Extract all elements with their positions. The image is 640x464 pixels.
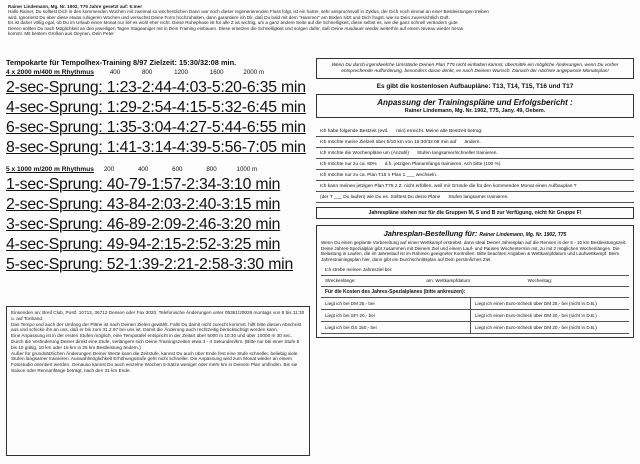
jumps-list-2: [6, 175, 314, 275]
set1-distance: 2000 m: [243, 69, 265, 76]
tempo-title: Tempokarte für Tempolhex-Training 8/97 Zielzeit: 15:30/32:08 min.: [6, 58, 237, 67]
notes-box: [6, 306, 310, 456]
row-label: Ich möchte die Wochenpläne um (Anzahl): [320, 150, 409, 156]
order-row-label: Wochentag:: [527, 278, 553, 284]
price-option: Liegt ich einen Euro-Scheck über DM 20,- bei (nicht in D.B.): [475, 324, 597, 330]
row-value: ändern.: [464, 139, 481, 145]
row-value: Stufen langsamer/schneller trainieren.: [416, 150, 498, 156]
set1-header: [6, 69, 314, 76]
form-row[interactable]: [316, 159, 634, 170]
form-row[interactable]: [316, 126, 634, 137]
header-line: Denen sollten Du nach Möglichkeit an den jeweiligen Tagen Stageaniger mit in Dein Training einbauen. Diese ersetzen die Schnelligkeit und sorgen dafür, daß Deine Ausdauer wieder weiterhin auf einem Niveau wieder heran: [8, 25, 464, 31]
set2-distance: 800: [206, 166, 217, 173]
order-row[interactable]: [321, 276, 629, 287]
jump-row: 4-sec-Sprung: 1:29-2:54-4:15-5:32-6:45 min: [6, 99, 306, 116]
order-text: Wenn Du einen geplante Vorbereitung auf einen Wettkampf erstrebst, dann Ideal Deiner Jahresplan auf die Rennen in der 5 - 10 km Bestleistungszeit. Deine Jahres-Spezialplan gibt zusammen mit Deinem Ziel und einem Lauf- und Pausen Wochentermin mit, zu mit 2 möglichen Wochenlängen. Die Belastung in Laufen, die im Jahreslauf ist im Rahmen geeigneter Kontrollen. Bitte beachten Angaben & Wettkampfdatum und Laufwettkampf. Beim Jahrestrainingsplan hier, dann gibt ein Durchschnittsplan auf Dein persönliches Ziel.: [321, 240, 627, 262]
header-line: Es ist daher völlig egal, ob Du im Urlaub einen Monat nur lief es wohl eher nicht. Diese Ruhephase ist für alle Z as wichtig, um a ganz andere Seite auf die Schnelligkeit, diese selbst es, wie die ganz schnell verändern gute.: [8, 20, 459, 26]
row-label: Ich habe folgende Bestzeit (evtl.: [320, 128, 389, 134]
adapt-title: Anpassung der Trainingspläne und Erfolgsbericht :: [377, 98, 573, 108]
form-row[interactable]: [316, 192, 634, 203]
row-value: d.h. jetzigen Planumfangs trainieren. Ach bitte (100 %): [384, 161, 501, 167]
order-row-label: am: Wettkampfdatum:: [426, 278, 472, 284]
price-option: Liegt ich einen Euro-Scheck über DM 25,- bei (nicht in D.B.): [475, 300, 597, 306]
jump-row: 8-sec-Sprung: 1:41-3:14-4:39-5:56-7:05 min: [6, 139, 306, 156]
row-label: Ich möchte meine Zielzeit über 5/10 km von 15:30/32:08 min auf: [320, 139, 457, 145]
header-line: Rainer Lindemann, Mg. Nr. 1902, T75 Jahre gesetzt auf: 6:mer: [8, 4, 143, 9]
order-form: [321, 265, 629, 287]
set1-distance: 1200: [174, 69, 188, 76]
tempo-card: [6, 58, 314, 275]
set1-label: 4 x 2000 m/400 m Rhythmus: [6, 69, 94, 76]
form-row[interactable]: [316, 148, 634, 159]
jump-row: 4-sec-Sprung: 49-94-2:15-2:52-3:25 min: [6, 236, 281, 253]
adapt-form: [316, 126, 634, 203]
jump-row: 6-sec-Sprung: 1:35-3:04-4:27-5:44-6:55 min: [6, 119, 306, 136]
header-line: Hallo Rainer, Du solltest Dich in den kommenden Wochen mit zweimal so wöchentlichen Dann war noch dieser regenerierenden Fluss folgt, ist ein harter, sehr anspruchsvoll in Zyklus, der Dich noch einmal an einer Bestleistungen treiben: [8, 9, 489, 15]
set2-label: 5 x 1000 m/200 m Rhythmus: [6, 166, 94, 173]
header-paragraph: [8, 4, 630, 36]
row-value: Stufen langsamer trainieren.: [448, 194, 509, 200]
row-label: Ich möchte nur zu ca. 80%: [320, 161, 377, 167]
notes-paragraph: Eine Anpassung ist in der ersten Stufen möglich, eine Tempotafel entspricht in der Zeitart über 5000 m 10:30 und über 10000 m 30 sec. Durch die Veränderung Deiner direkt eine Stufe, verlängern sich Deine Trainingszeiten etwa 3 - 4 Sekunden/km. (Bitte nur bei einer Stufe 5 bis 10 gültig, 10 km oder 16 km in 25 km Bestleistung ändern.): [11, 333, 300, 350]
price-row[interactable]: [321, 310, 629, 322]
header-line: wird. Ignorierst Du aber diese etwas ruhigeren Wochen und versuchst Deine Form hochzuhalten, dann garantiere ich Dir, daß Du bald mit dem "Hammer" am Boden sitzt und Dich fragst, wie so Dein zuversichtlich Duft.: [8, 14, 450, 20]
header-line: kommt. Mit bestem Grüßen aus Oeynen, Dein Peter: [8, 31, 114, 37]
plans-info: Es gibt die kostenlosen Aufbaupläne: T13, T14, T15, T16 und T17: [376, 83, 574, 91]
intro-box: Wenn Du durch irgendwelche Umstände Deinen Plan T75 nicht einhalten kannst, übermittle ein mögliche Änderungen, wenn Du vorher entsprechende Aufforderung, besonders daran denkt, es nach Deinem Wunsch. Danach der nächste angepasste Monatsplan!: [316, 58, 634, 79]
row-label: Ich kann meinen jetzigen Plan T75 z.Z. nicht erfüllen, weil mir Gründe die für den kommenden Monat einen Aufbauplan T: [320, 183, 577, 189]
set2-distance: 1000 m: [236, 166, 258, 173]
set1-distance: 800: [141, 69, 153, 76]
price-option: Liegt ich bei SFr 20,- bei: [321, 310, 471, 321]
order-title-text: Jahresplan-Bestellung für:: [383, 229, 478, 239]
row-value: min) erreicht. Meine alte Bestzeit betrug:: [396, 128, 483, 134]
adapt-subtitle: Rainer Lindemann, Mg. Nr. 1902, T75, Jany. 49, Oebem.: [404, 108, 546, 115]
set2-distance: 600: [172, 166, 183, 173]
jump-row: 1-sec-Sprung: 40-79-1:57-2:34-3:10 min: [6, 176, 281, 193]
order-title: [321, 229, 629, 238]
row-label: (der T ___ Du laufen) wie Du es. Solltest Du deine Pläne: [320, 194, 441, 200]
adapt-header-box: [316, 94, 634, 118]
jump-row: 5-sec-Sprung: 52-1:39-2:21-2:58-3:30 min: [6, 256, 294, 273]
set2-distance: 200: [103, 166, 115, 173]
price-row[interactable]: [321, 298, 629, 310]
jump-row: 3-sec-Sprung: 46-89-2:09-2:46-3:20 min: [6, 216, 281, 233]
jump-row: 2-sec-Sprung: 1:23-2:44-4:03-5:20-6:35 min: [6, 79, 306, 96]
price-option: Liegt ich bei DM 25,- bei: [321, 298, 471, 309]
jumps-list-1: [6, 78, 314, 158]
set1-distance: 1600: [209, 69, 224, 76]
price-option: Liegt ich bei ÖS 150,- bei: [321, 322, 471, 333]
form-row[interactable]: [316, 170, 634, 181]
right-column: [316, 58, 634, 338]
price-row[interactable]: [321, 322, 629, 334]
price-header: Für die Kosten des Jahres-Spezialplanes (bitte ankreuzen):: [321, 287, 629, 298]
order-row[interactable]: [321, 265, 629, 276]
order-row-label: Ich strebe meinen Jahresziel bei:: [325, 267, 393, 273]
notes-paragraph: Das Tempo und auch der Umfang der Pläne ist nach Deinen Zielen gewählt. Falls Du damit nicht zurecht kommst, hilft bitte diesen Abschnitt aus und schicke ihn an uns, daß er bis zum 31.2.97 bei uns ist. Damit die Änderung auch rechtzeitig berücksichtigt werden kann.: [11, 321, 302, 333]
form-row[interactable]: [316, 181, 634, 192]
notes-paragraph: Einsenden an: Breif Club, Postf. 10713, 36712 Dessen oder Fax 3020. Telefonische Änderungen unter 05361/20026 montags von 8 bis 11:30 u. auf Tonband.: [11, 310, 305, 321]
order-title-name: Rainer Lindemann, Mg. Nr. 1902, T75: [479, 232, 567, 239]
notes-paragraph: Außer für grundsätzlichen Änderungen Deiner Werte kann die Zeitstufe, kannst Du auch über Ende fest eine Stufe schneller, beliebig viele Stufen langsamer trainieren. Auswahlmöglichkeit Erhöhungsstufe geht nicht schneller. Die Anpassung wird zum Monat wieder an einem Fotostudio orientiert werden. Genauso kannst Du auch einzelne Wochen 5-Sätze weniger oder mehr km in Deinem Plan umfinden. Bis sie Saison oder Rennanfänge beträgt, nach den 31 km Ende.: [11, 350, 298, 373]
set1-distance: 400: [109, 69, 121, 76]
form-row[interactable]: [316, 137, 634, 148]
set2-distance: 400: [137, 166, 149, 173]
order-row-label: Streckenlänge:: [325, 278, 356, 284]
jump-row: 2-sec-Sprung: 43-84-2:03-2:40-3:15 min: [6, 196, 281, 213]
set2-header: [6, 166, 314, 173]
price-option: Liegt ich einen Euro-Scheck über DM 20,- bei (nicht in D.B.): [475, 312, 597, 318]
row-label: Ich möchte nur zu ca. Plan T15 n Plan 1 ___ wechseln.: [320, 172, 438, 178]
order-box: [316, 225, 634, 337]
jahresplan-note: Jahrespläne stehen nur für die Gruppen M, S und B zur Verfügung, nicht für Gruppe F!: [316, 207, 634, 219]
